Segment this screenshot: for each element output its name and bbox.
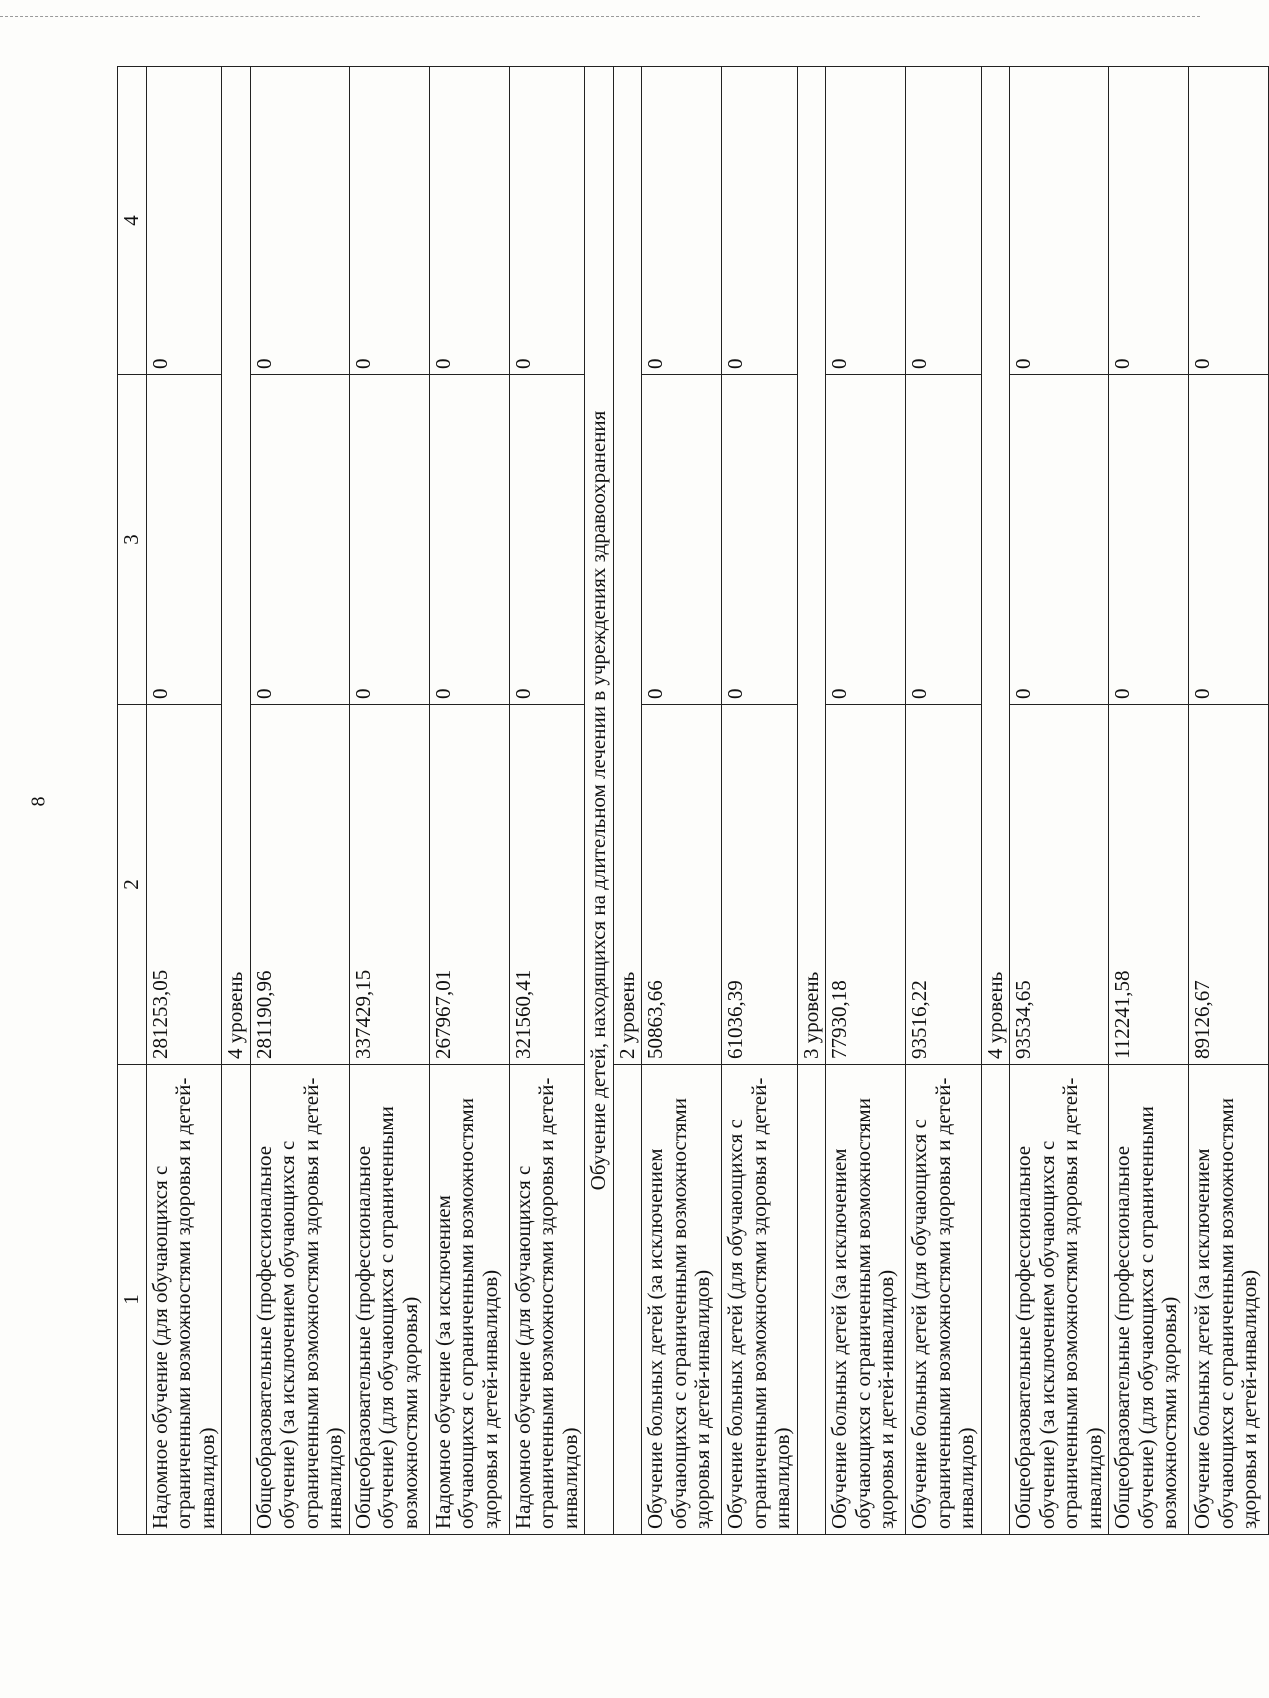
row-name-cell: Обучение больных детей (за исключением обучающихся с ограниченными возможностями здоровья и детей-инвалидов) (642, 1065, 722, 1535)
table-row (722, 67, 798, 1535)
value-cell: 0 (642, 375, 722, 705)
header-cell: 2 (118, 705, 147, 1065)
row-name-cell: Обучение больных детей (для обучающихся с ограниченными возможностями здоровья и детей-инвалидов) (906, 1065, 982, 1535)
table-row (146, 67, 222, 1535)
scan-edge-line (0, 16, 1200, 17)
table-row (250, 67, 349, 1535)
row-name-cell: Надомное обучение (для обучающихся с ограниченными возможностями здоровья и детей-инвалидов) (146, 1065, 222, 1535)
value-cell: 0 (349, 67, 429, 375)
value-cell: 0 (429, 67, 509, 375)
page-number: 8 (27, 796, 50, 807)
empty-cell (797, 1065, 826, 1535)
empty-cell (981, 1065, 1010, 1535)
value-cell: 0 (1189, 375, 1269, 705)
value-cell: 112241,58 (1109, 705, 1189, 1065)
level-label-cell: 2 уровень (613, 67, 642, 1065)
level-label-cell: 4 уровень (222, 67, 251, 1065)
section-row (585, 67, 614, 1535)
value-cell: 0 (1189, 67, 1269, 375)
row-name-cell: Надомное обучение (для обучающихся с ограниченными возможностями здоровья и детей-инвалидов) (509, 1065, 585, 1535)
empty-cell (222, 1065, 251, 1535)
rotated-table-container (117, 67, 1262, 1535)
tariff-table (117, 66, 1269, 1535)
row-name-cell: Общеобразовательные (профессиональное обучение) (для обучающихся с ограниченными возможностями здоровья) (1109, 1065, 1189, 1535)
value-cell: 0 (906, 375, 982, 705)
value-cell: 0 (509, 67, 585, 375)
value-cell: 77930,18 (826, 705, 906, 1065)
row-name-cell: Обучение больных детей (за исключением обучающихся с ограниченными возможностями здоровья и детей-инвалидов) (1189, 1065, 1269, 1535)
value-cell: 0 (722, 375, 798, 705)
value-cell: 0 (906, 67, 982, 375)
empty-cell (613, 1065, 642, 1535)
value-cell: 0 (250, 67, 349, 375)
header-row (118, 67, 147, 1535)
table-row (826, 67, 906, 1535)
header-cell: 1 (118, 1065, 147, 1535)
value-cell: 0 (826, 375, 906, 705)
value-cell: 0 (349, 375, 429, 705)
value-cell: 0 (826, 67, 906, 375)
row-name-cell: Обучение больных детей (для обучающихся с ограниченными возможностями здоровья и детей-инвалидов) (722, 1065, 798, 1535)
table-row (642, 67, 722, 1535)
level-label-cell: 3 уровень (797, 67, 826, 1065)
value-cell: 0 (146, 375, 222, 705)
level-row (981, 67, 1010, 1535)
table-row (429, 67, 509, 1535)
value-cell: 0 (1010, 67, 1109, 375)
value-cell: 0 (509, 375, 585, 705)
value-cell: 93516,22 (906, 705, 982, 1065)
value-cell: 267967,01 (429, 705, 509, 1065)
row-name-cell: Надомное обучение (за исключением обучающихся с ограниченными возможностями здоровья и детей-инвалидов) (429, 1065, 509, 1535)
value-cell: 281190,96 (250, 705, 349, 1065)
value-cell: 337429,15 (349, 705, 429, 1065)
value-cell: 0 (1010, 375, 1109, 705)
table-row (509, 67, 585, 1535)
value-cell: 321560,41 (509, 705, 585, 1065)
value-cell: 0 (1109, 375, 1189, 705)
header-cell: 3 (118, 375, 147, 705)
table-row (906, 67, 982, 1535)
row-name-cell: Общеобразовательные (профессиональное обучение) (за исключением обучающихся с ограниченными возможностями здоровья и детей-инвалидов) (250, 1065, 349, 1535)
value-cell: 0 (722, 67, 798, 375)
level-label-cell: 4 уровень (981, 67, 1010, 1065)
value-cell: 61036,39 (722, 705, 798, 1065)
table-row (1189, 67, 1269, 1535)
level-row (222, 67, 251, 1535)
value-cell: 281253,05 (146, 705, 222, 1065)
level-row (797, 67, 826, 1535)
value-cell: 0 (429, 375, 509, 705)
header-cell: 4 (118, 67, 147, 375)
table-row (1109, 67, 1189, 1535)
section-title-cell: Обучение детей, находящихся на длительном лечении в учреждениях здравоохранения (585, 67, 614, 1535)
value-cell: 89126,67 (1189, 705, 1269, 1065)
value-cell: 50863,66 (642, 705, 722, 1065)
value-cell: 0 (1109, 67, 1189, 375)
level-row (613, 67, 642, 1535)
table-body (118, 67, 1269, 1535)
row-name-cell: Общеобразовательные (профессиональное обучение) (за исключением обучающихся с ограниченными возможностями здоровья и детей-инвалидов) (1010, 1065, 1109, 1535)
row-name-cell: Общеобразовательные (профессиональное обучение) (для обучающихся с ограниченными возможностями здоровья) (349, 1065, 429, 1535)
row-name-cell: Обучение больных детей (за исключением обучающихся с ограниченными возможностями здоровья и детей-инвалидов) (826, 1065, 906, 1535)
value-cell: 0 (250, 375, 349, 705)
value-cell: 0 (642, 67, 722, 375)
value-cell: 0 (146, 67, 222, 375)
value-cell: 93534,65 (1010, 705, 1109, 1065)
table-row (1010, 67, 1109, 1535)
table-row (349, 67, 429, 1535)
